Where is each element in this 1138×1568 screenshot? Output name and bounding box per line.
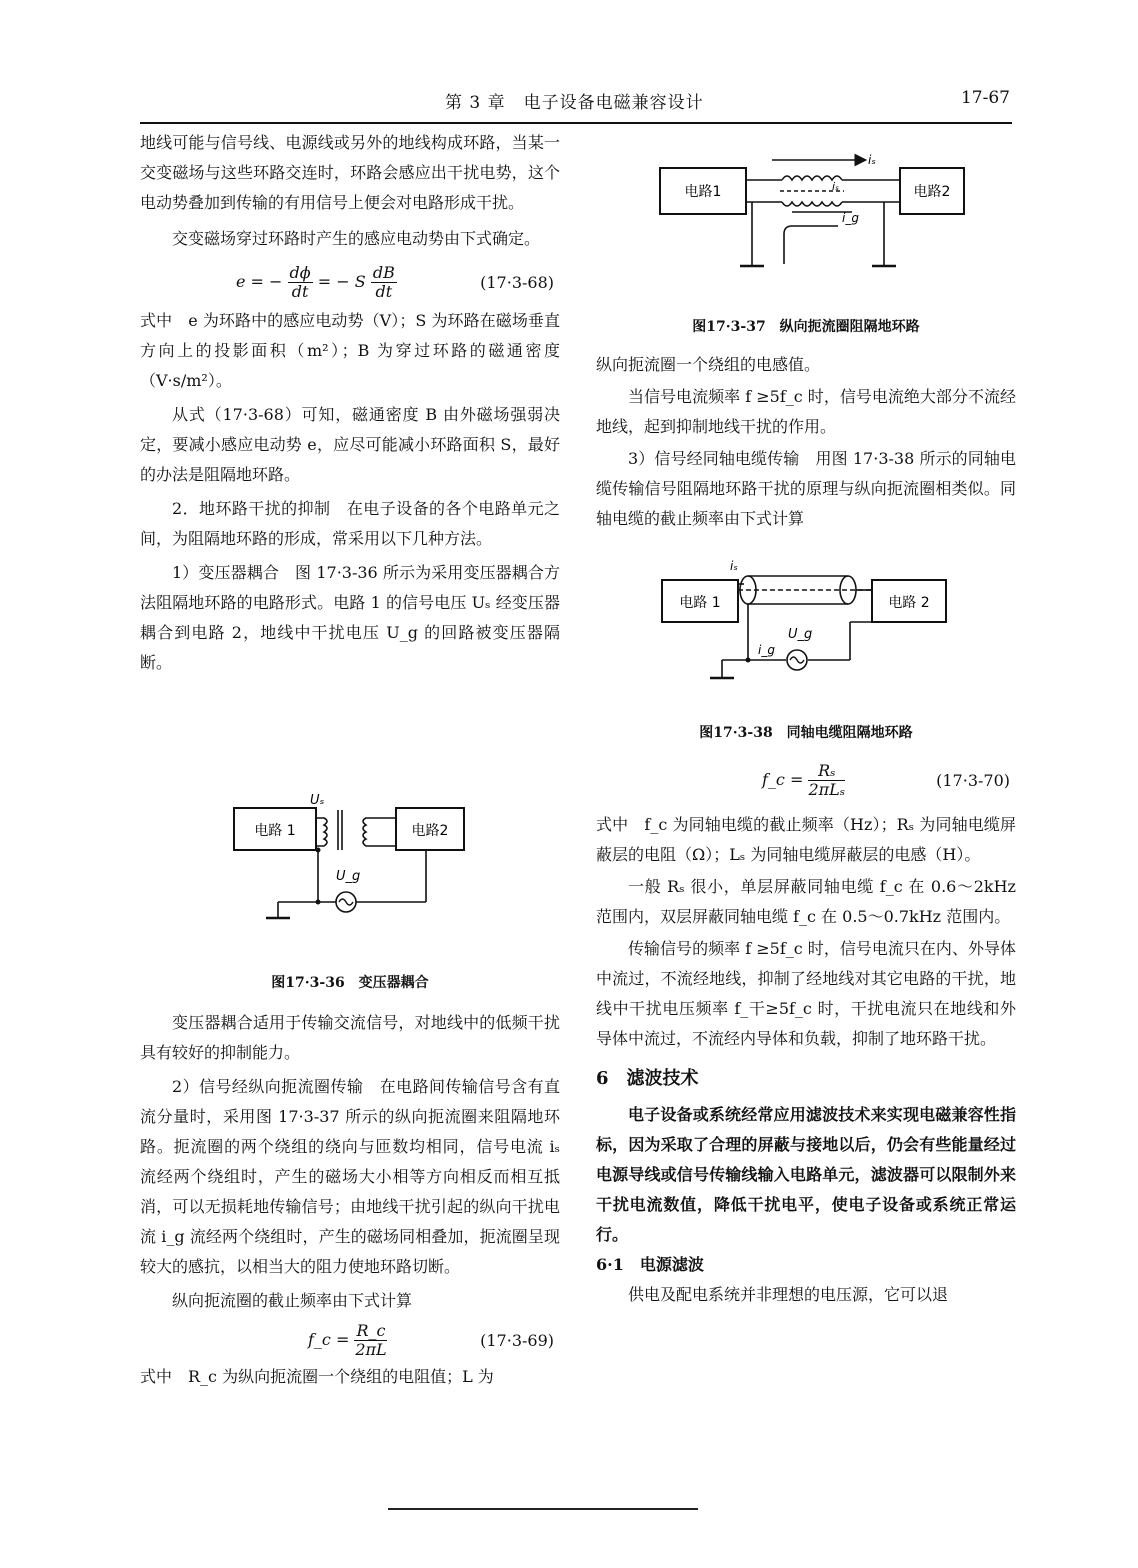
label-ug: U_g — [788, 627, 813, 642]
paragraph: 变压器耦合适用于传输交流信号，对地线中的低频干扰具有较好的抑制能力。 — [140, 1013, 560, 1062]
eq-lhs: e = − — [236, 272, 283, 291]
chapter-title: 第 3 章 电子设备电磁兼容设计 — [445, 93, 704, 113]
paragraph: 传输信号的频率 f ≥5f_c 时，信号电流只在内、外导体中流过，不流经地线，抑制了经地线对其它电路的干扰，地线中干扰电压频率 f_干≥5f_c 时，干扰电流只在地线和外导体中流过，不流经内导体和负载，抑制了地环路干扰。 — [596, 939, 1016, 1048]
page-number: 17-67 — [960, 88, 1010, 108]
eq-lhs: f_c = — [762, 770, 804, 789]
eq-fraction: $\frac{d\phi}{dt}$ — [289, 263, 311, 301]
figure-17-3-37 — [652, 146, 972, 276]
figure-caption: 图17·3-36 变压器耦合 — [271, 975, 429, 991]
label-us: Uₛ — [310, 793, 325, 808]
paragraph: 式中 f_c 为同轴电缆的截止频率（Hz）；Rₛ 为同轴电缆屏蔽层的电阻（Ω）；Lₛ 为同轴电缆屏蔽层的电感（H）。 — [596, 815, 1016, 864]
page-header — [140, 88, 1010, 116]
eq-mid: = − S — [317, 272, 366, 291]
circuit-2-label: 电路 2 — [888, 595, 930, 611]
eq-fraction: $\frac{R\_c}{2\pi L}$ — [355, 1321, 387, 1359]
equation-17-3-68 — [140, 258, 560, 304]
circuit-1-label: 电路 1 — [679, 595, 721, 611]
figure-17-3-36 — [226, 792, 476, 932]
paragraph: 当信号电流频率 f ≥5f_c 时，信号电流绝大部分不流经地线，起到抑制地线干扰的作用。 — [596, 387, 1016, 436]
paragraph: 3）信号经同轴电缆传输 用图 17·3-38 所示的同轴电缆传输信号阻隔地环路干扰的原理与纵向扼流圈相类似。同轴电缆的截止频率由下式计算 — [596, 449, 1016, 528]
paragraph: 供电及配电系统并非理想的电压源，它可以退 — [628, 1285, 949, 1304]
equation-17-3-70 — [596, 756, 1016, 802]
label-is: iₛ — [730, 559, 738, 573]
paragraph: 纵向扼流圈一个绕组的电感值。 — [596, 355, 821, 374]
label-is: iₛ — [868, 153, 876, 167]
left-column-lower — [140, 1008, 560, 1392]
figure-caption: 图17·3-37 纵向扼流圈阻隔地环路 — [692, 319, 920, 335]
label-ig: i_g — [758, 643, 775, 657]
label-ig: i_g — [842, 211, 859, 225]
paragraph: 式中 e 为环路中的感应电动势（V）；S 为环路在磁场垂直方向上的投影面积（m²）；B 为穿过环路的磁通密度（V·s/m²）。 — [140, 311, 560, 390]
circuit-2-label: 电路2 — [411, 823, 449, 839]
paragraph: 电子设备或系统经常应用滤波技术来实现电磁兼容性指标，因为采取了合理的屏蔽与接地以后，仍会有些能量经过电源导线或信号传输线输入电路单元，滤波器可以限制外来干扰电流数值，降低干扰电平，使电子设备或系统正常运行。 — [596, 1105, 1016, 1244]
paragraph: 2）信号经纵向扼流圈传输 在电路间传输信号含有直流分量时，采用图 17·3-37 所示的纵向扼流圈来阻隔地环路。扼流圈的两个绕组的绕向与匝数均相同，信号电流 iₛ 流经两个绕组时，产生的磁场大小相等方向相反而相互抵消，可以无损耗地传输信号；由地线干扰引起的纵向干扰电流 i_g 流经两个绕组时，产生的磁场同相叠加，扼流圈呈现较大的感抗，以相当大的阻力使地环路切断。 — [140, 1077, 560, 1276]
paragraph: 一般 Rₛ 很小，单层屏蔽同轴电缆 f_c 在 0.6～2kHz 范围内，双层屏蔽同轴电缆 f_c 在 0.5～0.7kHz 范围内。 — [596, 877, 1016, 926]
left-column — [140, 128, 560, 678]
header-rule — [140, 122, 1012, 124]
figure-caption: 图17·3-38 同轴电缆阻隔地环路 — [699, 725, 913, 741]
equation-17-3-69 — [140, 1316, 560, 1362]
circuit-1-label: 电路 1 — [254, 823, 296, 839]
section-heading: 6 滤波技术 — [596, 1068, 699, 1089]
paragraph: 地线可能与信号线、电源线或另外的地线构成环路，当某一交变磁场与这些环路交连时，环路会感应出干扰电势，这个电动势叠加到传输的有用信号上便会对电路形成干扰。 — [140, 133, 560, 212]
transformer-icon — [316, 810, 396, 850]
right-column-lower — [596, 756, 1016, 1310]
equation-number: (17·3-69) — [480, 1331, 554, 1350]
paragraph: 纵向扼流圈的截止频率由下式计算 — [172, 1291, 413, 1310]
paragraph: 2．地环路干扰的抑制 在电子设备的各个电路单元之间，为阻隔地环路的形成，常采用以下几种方法。 — [140, 499, 560, 548]
paragraph: 式中 R_c 为纵向扼流圈一个绕组的电阻值；L 为 — [140, 1367, 494, 1386]
equation-number: (17·3-70) — [936, 771, 1010, 790]
eq-fraction: $\frac{\text{Rₛ}}{\text{2πLₛ}}$ — [808, 761, 846, 799]
footer-rule — [388, 1508, 698, 1510]
eq-lhs: f_c = — [308, 1330, 350, 1349]
subsection-heading: 6·1 电源滤波 — [596, 1255, 704, 1274]
eq-fraction: $\frac{dB}{dt}$ — [372, 263, 395, 301]
circuit-1-label: 电路1 — [684, 184, 722, 200]
paragraph: 交变磁场穿过环路时产生的感应电动势由下式确定。 — [172, 229, 541, 248]
equation-number: (17·3-68) — [480, 273, 554, 292]
coax-cable-icon — [738, 576, 872, 604]
circuit-2-label: 电路2 — [913, 184, 951, 200]
figure-17-3-38 — [660, 556, 950, 688]
label-ug: U_g — [336, 869, 361, 884]
paragraph: 1）变压器耦合 图 17·3-36 所示为采用变压器耦合方法阻隔地环路的电路形式。电路 1 的信号电压 Uₛ 经变压器耦合到电路 2，地线中干扰电压 U_g 的回路被变压器隔断。 — [140, 563, 560, 672]
paragraph: 从式（17·3-68）可知，磁通密度 B 由外磁场强弱决定，要减小感应电动势 e，应尽可能减小环路面积 S，最好的办法是阻隔地环路。 — [140, 405, 560, 484]
label-is: iₛ — [832, 180, 840, 193]
right-column — [596, 350, 1016, 534]
choke-coil-icon — [746, 160, 900, 212]
